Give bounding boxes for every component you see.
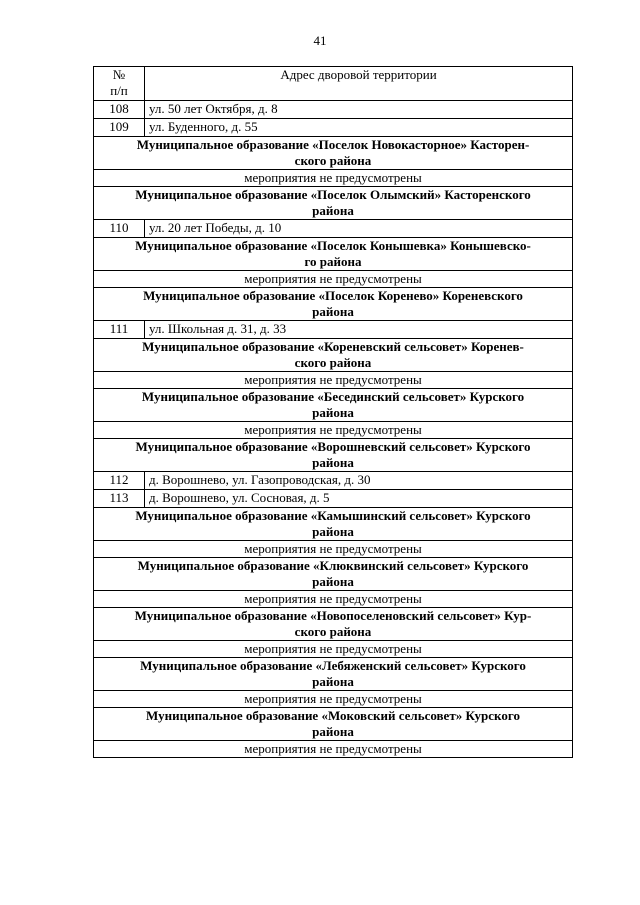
municipality-name-line1: Муниципальное образование «Новопоселеновский сельсовет» Кур- [134, 608, 532, 623]
table-row [94, 490, 573, 508]
municipality-name-line2: го района [304, 254, 362, 269]
header-number-cell [94, 67, 145, 101]
table-row [94, 321, 573, 339]
municipality-cell [94, 339, 573, 372]
municipality-row [94, 439, 573, 472]
municipality-row [94, 708, 573, 741]
table-row [94, 472, 573, 490]
no-activities-row [94, 170, 573, 187]
no-activities-row [94, 641, 573, 658]
municipality-name-line1: Муниципальное образование «Моковский сельсовет» Курского [146, 708, 520, 723]
municipality-name-line1: Муниципальное образование «Камышинский сельсовет» Курского [135, 508, 531, 523]
no-activities-row [94, 422, 573, 439]
municipality-name-line1: Муниципальное образование «Лебяженский сельсовет» Курского [140, 658, 526, 673]
no-activities-row [94, 741, 573, 758]
municipality-cell [94, 137, 573, 170]
header-number-line1: № [112, 67, 126, 82]
municipality-cell [94, 608, 573, 641]
municipality-name-line1: Муниципальное образование «Поселок Олымский» Касторенского [135, 187, 531, 202]
municipality-name-line2: ского района [294, 153, 372, 168]
municipality-name-line1: Муниципальное образование «Поселок Новокасторное» Касторен- [136, 137, 530, 152]
row-number-cell: 111 [94, 321, 145, 339]
no-activities-row [94, 372, 573, 389]
municipality-name-line1: Муниципальное образование «Кореневский сельсовет» Коренев- [142, 339, 524, 354]
municipality-name-line2: района [312, 304, 354, 319]
municipality-name-line2: района [312, 574, 354, 589]
row-address-cell: д. Ворошнево, ул. Сосновая, д. 5 [145, 490, 573, 508]
municipality-name-line2: района [312, 203, 354, 218]
no-activities-cell: мероприятия не предусмотрены [94, 422, 573, 439]
row-number-cell: 113 [94, 490, 145, 508]
row-number-cell: 112 [94, 472, 145, 490]
municipality-name-line1: Муниципальное образование «Поселок Коренево» Кореневского [143, 288, 523, 303]
no-activities-cell: мероприятия не предусмотрены [94, 372, 573, 389]
municipality-name-line2: района [312, 524, 354, 539]
no-activities-cell: мероприятия не предусмотрены [94, 591, 573, 608]
table-row [94, 220, 573, 238]
municipality-row [94, 339, 573, 372]
municipality-row [94, 608, 573, 641]
row-address-cell: д. Ворошнево, ул. Газопроводская, д. 30 [145, 472, 573, 490]
no-activities-row [94, 591, 573, 608]
municipality-row [94, 137, 573, 170]
row-address-cell: ул. 50 лет Октября, д. 8 [145, 101, 573, 119]
municipality-name-line1: Муниципальное образование «Бесединский сельсовет» Курского [141, 389, 525, 404]
row-number-cell: 110 [94, 220, 145, 238]
no-activities-cell: мероприятия не предусмотрены [94, 541, 573, 558]
municipality-row [94, 187, 573, 220]
header-number-line2: п/п [110, 83, 128, 98]
no-activities-row [94, 691, 573, 708]
table-row [94, 119, 573, 137]
municipality-name-line2: района [312, 455, 354, 470]
no-activities-cell: мероприятия не предусмотрены [94, 641, 573, 658]
municipality-row [94, 508, 573, 541]
no-activities-cell: мероприятия не предусмотрены [94, 741, 573, 758]
municipality-row [94, 238, 573, 271]
municipality-name-line2: района [312, 405, 354, 420]
municipality-cell [94, 187, 573, 220]
no-activities-cell: мероприятия не предусмотрены [94, 170, 573, 187]
no-activities-row [94, 271, 573, 288]
municipality-name-line1: Муниципальное образование «Поселок Конышевка» Конышевско- [135, 238, 531, 253]
municipality-cell [94, 708, 573, 741]
page-number: 41 [313, 33, 327, 48]
no-activities-row [94, 541, 573, 558]
row-address-cell: ул. Буденного, д. 55 [145, 119, 573, 137]
municipality-cell [94, 658, 573, 691]
municipality-cell [94, 238, 573, 271]
table-header-row [94, 67, 573, 101]
municipality-row [94, 288, 573, 321]
row-number-cell: 109 [94, 119, 145, 137]
header-address-cell: Адрес дворовой территории [145, 67, 573, 101]
municipality-name-line1: Муниципальное образование «Клюквинский сельсовет» Курского [137, 558, 529, 573]
row-number-cell: 108 [94, 101, 145, 119]
municipality-name-line1: Муниципальное образование «Ворошневский сельсовет» Курского [135, 439, 531, 454]
municipality-row [94, 389, 573, 422]
municipality-cell [94, 508, 573, 541]
municipality-cell [94, 389, 573, 422]
municipality-name-line2: района [312, 724, 354, 739]
municipality-cell [94, 288, 573, 321]
table-row [94, 101, 573, 119]
row-address-cell: ул. 20 лет Победы, д. 10 [145, 220, 573, 238]
municipality-cell [94, 558, 573, 591]
municipality-cell [94, 439, 573, 472]
no-activities-cell: мероприятия не предусмотрены [94, 691, 573, 708]
municipality-name-line2: ского района [294, 355, 372, 370]
address-table-body [94, 67, 573, 758]
municipality-name-line2: ского района [294, 624, 372, 639]
row-address-cell: ул. Школьная д. 31, д. 33 [145, 321, 573, 339]
municipality-row [94, 658, 573, 691]
municipality-row [94, 558, 573, 591]
no-activities-cell: мероприятия не предусмотрены [94, 271, 573, 288]
address-table [93, 66, 573, 758]
municipality-name-line2: района [312, 674, 354, 689]
